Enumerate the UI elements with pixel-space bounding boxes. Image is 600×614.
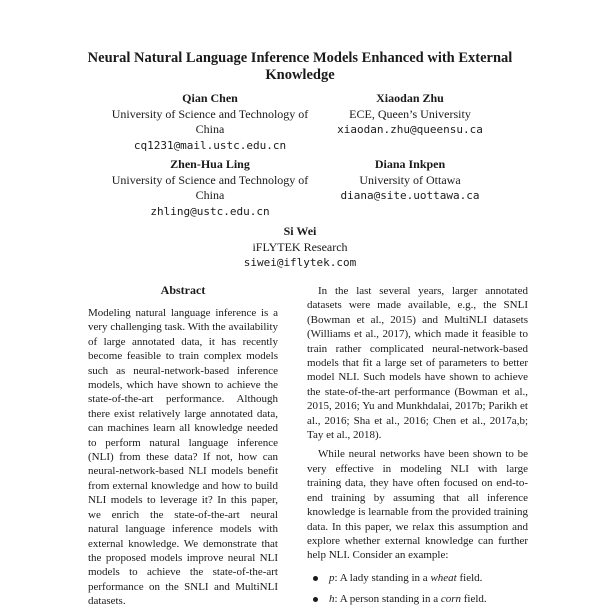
example-separator: : (334, 593, 340, 606)
example-text: A person standing in a (339, 593, 441, 606)
author-email: xiaodan.zhu@queensu.ca (337, 123, 483, 136)
author-name: Qian Chen (182, 91, 238, 105)
example-item (307, 571, 528, 585)
author-affiliation: University of Science and Technology of China (111, 106, 309, 136)
paper-title: Neural Natural Language Inference Models Enhanced with External Knowledge (87, 50, 513, 83)
example-separator: : (334, 571, 340, 584)
abstract-heading: Abstract (160, 283, 206, 297)
author-block (300, 157, 520, 204)
example-text: field. (461, 593, 487, 606)
author-email: cq1231@mail.ustc.edu.cn (133, 138, 287, 152)
author-name: Diana Inkpen (374, 157, 446, 171)
author-block (110, 157, 310, 219)
example-variable: p (329, 571, 335, 584)
author-email: diana@site.uottawa.ca (340, 189, 480, 202)
example-list (307, 571, 528, 607)
abstract-text: Modeling natural language inference is a very challenging task. With the availability of large annotated data, it has recently become feasible to train complex models such as neural-network-based inference models, which have shown to achieve the state-of-the-art performance. Although there exist relatively large annotated data, can machines learn all knowledge needed to perform natural language inference (NLI) from these data? If not, how can neural-network-based NLI models benefit from external knowledge and how to build NLI models to leverage it? In this paper, we enrich the state-of-the-art neural natural language inference models with external knowledge. We demonstrate that the proposed models improve neural NLI models to achieve the state-of-the-art performance on the SNLI and MultiNLI datasets. (88, 307, 278, 608)
author-affiliation: University of Science and Technology of China (111, 172, 309, 202)
author-name: Zhen-Hua Ling (170, 157, 250, 171)
author-email: zhling@ustc.edu.cn (150, 204, 270, 218)
abstract-column (88, 306, 278, 609)
example-text: field. (456, 571, 483, 584)
example-emphasis: corn (440, 593, 462, 606)
author-name: Si Wei (283, 224, 317, 238)
intro-paragraph: In the last several years, larger annotated datasets were made available, e.g., the SNLI (Bowman et al., 2015) and MultiNLI datasets (Williams et al., 2017), which made it feasible to train rather complicated neural-network-based models that fit a large set of parameters to better model NLI. Such models have shown to achieve the state-of-the-art performance (Bowman et al., 2015, 2016; Yu and Munkhdalai, 2017b; Parikh et al., 2016; Sha et al., 2016; Chen et al., 2017a,b; Tay et al., 2018). (307, 285, 528, 442)
intro-column (307, 284, 528, 614)
author-block (300, 91, 520, 138)
example-item (307, 592, 528, 606)
bullet-icon (313, 576, 318, 581)
author-block (110, 91, 310, 153)
example-emphasis: wheat (430, 571, 457, 584)
author-affiliation: iFLYTEK Research (252, 239, 348, 254)
author-block (200, 224, 400, 271)
example-variable: h (329, 593, 335, 606)
intro-paragraph: While neural networks have been shown to be very effective in modeling NLI with large training data, they have often focused on end-to-end training by assuming that all inference knowledge is learnable from the provided training data. In this paper, we relax this assumption and explore whether external knowledge can further help NLI. Consider an example: (307, 448, 528, 562)
example-text: A lady standing in a (339, 571, 431, 584)
author-affiliation: University of Ottawa (359, 172, 461, 187)
author-email: siwei@iflytek.com (243, 256, 357, 269)
author-name: Xiaodan Zhu (376, 91, 444, 105)
author-affiliation: ECE, Queen’s University (349, 106, 471, 121)
